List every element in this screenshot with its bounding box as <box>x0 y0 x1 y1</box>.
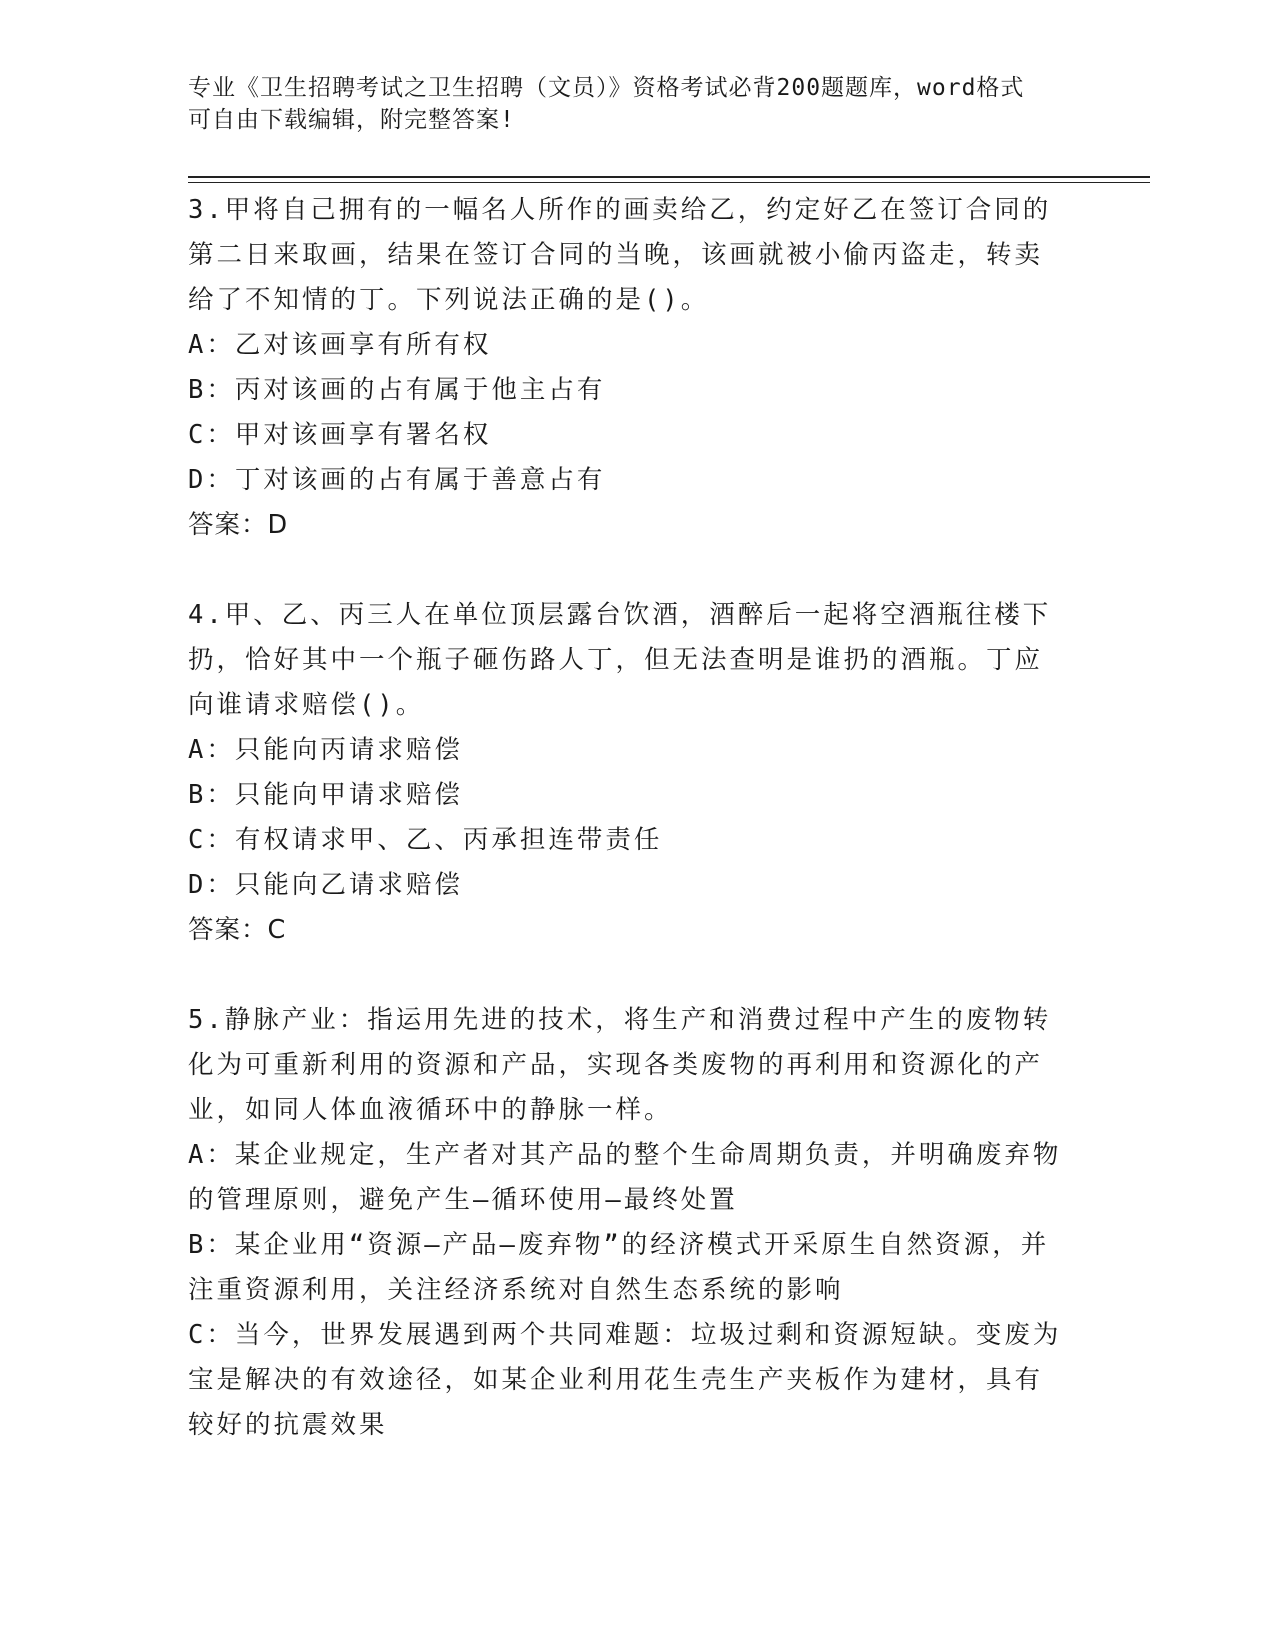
option-b: B：某企业用“资源—产品—废弃物”的经济模式开采原生自然资源，并注重资源利用，关注经济系统对自然生态系统的影响 <box>188 1230 1050 1305</box>
option-c: C：当今，世界发展遇到两个共同难题：垃圾过剩和资源短缺。变废为宝是解决的有效途径，如某企业利用花生壳生产夹板作为建材，具有较好的抗震效果 <box>188 1320 1062 1440</box>
option-a: A：某企业规定，生产者对其产品的整个生命周期负责，并明确废弃物的管理原则，避免产生—循环使用—最终处置 <box>188 1140 1062 1215</box>
answer-line: 答案：C <box>188 915 287 945</box>
question-text: 4.甲、乙、丙三人在单位顶层露台饮酒，酒醉后一起将空酒瓶往楼下扔，恰好其中一个瓶子砸伤路人丁，但无法查明是谁扔的酒瓶。丁应向谁请求赔偿()。 <box>188 600 1052 720</box>
option-b: B：只能向甲请求赔偿 <box>188 780 463 810</box>
option-c: C：甲对该画享有署名权 <box>188 420 492 450</box>
header-line-1: 专业《卫生招聘考试之卫生招聘（文员）》资格考试必背200题题库，word格式 <box>188 75 1025 101</box>
option-d: D：只能向乙请求赔偿 <box>188 870 463 900</box>
answer-line: 答案：D <box>188 510 289 540</box>
question-list <box>188 188 1068 1448</box>
question-text: 3.甲将自己拥有的一幅名人所作的画卖给乙，约定好乙在签订合同的第二日来取画，结果在签订合同的当晚，该画就被小偷丙盗走，转卖给了不知情的丁。下列说法正确的是()。 <box>188 195 1052 315</box>
question-4 <box>188 593 1068 953</box>
header-rule-thick <box>188 176 1150 178</box>
header-line-2: 可自由下载编辑，附完整答案! <box>188 107 515 133</box>
option-b: B：丙对该画的占有属于他主占有 <box>188 375 606 405</box>
option-d: D：丁对该画的占有属于善意占有 <box>188 465 606 495</box>
header-rule-thin <box>188 182 1150 183</box>
document-header <box>188 72 1068 136</box>
question-3 <box>188 188 1068 548</box>
question-text: 5.静脉产业：指运用先进的技术，将生产和消费过程中产生的废物转化为可重新利用的资源和产品，实现各类废物的再利用和资源化的产业，如同人体血液循环中的静脉一样。 <box>188 1005 1052 1125</box>
question-5 <box>188 998 1068 1448</box>
option-a: A：乙对该画享有所有权 <box>188 330 492 360</box>
option-c: C：有权请求甲、乙、丙承担连带责任 <box>188 825 663 855</box>
option-a: A：只能向丙请求赔偿 <box>188 735 463 765</box>
